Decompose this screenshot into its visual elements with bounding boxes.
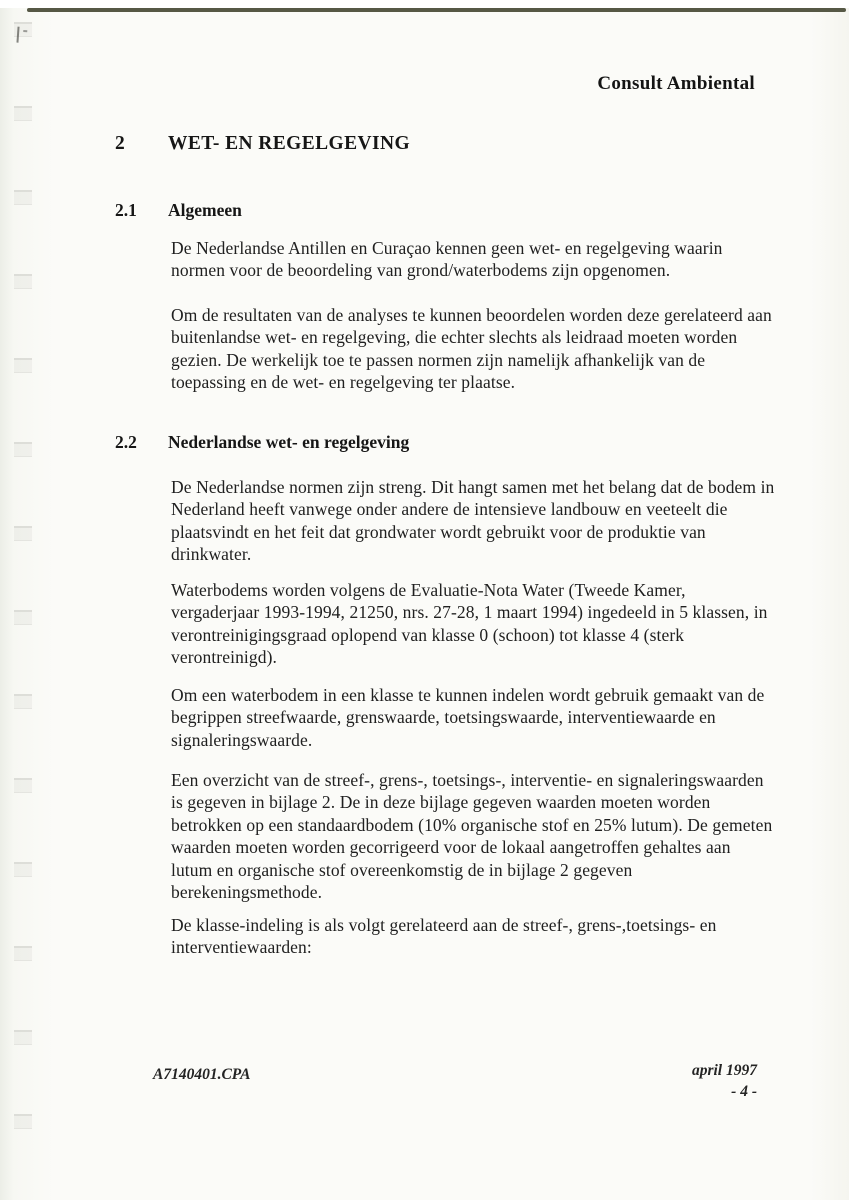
section-title: Algemeen [168,200,242,220]
binding-marks [14,22,32,1182]
header-company-name: Consult Ambiental [597,73,755,94]
footer-date: april 1997 [691,1062,757,1079]
scan-artifact [16,27,29,44]
section-heading-2-1 [115,200,242,221]
section-number: 2.1 [115,200,137,220]
scan-edge-line [27,8,846,12]
footer-document-code: A7140401.CPA [153,1066,251,1083]
paragraph: De Nederlandse normen zijn streng. Dit hangt samen met het belang dat de bodem in Nederland heeft vanwege onder andere de intensieve landbouw en veeteelt die plaatsvindt en het feit dat grondwater wordt gebruikt voor de produktie van drinkwater. [171,477,775,565]
scan-top-margin [0,0,849,8]
paragraph: Om een waterbodem in een klasse te kunnen indelen wordt gebruik gemaakt van de begrippen streefwaarde, grenswaarde, toetsingswaarde, interventiewaarde en signaleringswaarde. [171,685,765,750]
chapter-title: WET- EN REGELGEVING [168,133,411,154]
paragraph: Om de resultaten van de analyses te kunnen beoordelen worden deze gerelateerd aan buitenlandse wet- en regelgeving, die echter slechts als leidraad moeten worden gezien. De werkelijk toe te passen normen zijn namelijk afhankelijk van de toepassing en de wet- en regelgeving ter plaatse. [171,305,772,393]
section-number: 2.2 [115,432,137,452]
paragraph: De klasse-indeling is als volgt gerelateerd aan de streef-, grens-,toetsings- en interventiewaarden: [171,915,717,958]
chapter-number: 2 [115,133,126,154]
section-heading-2-2 [115,432,409,453]
chapter-heading [115,133,410,155]
footer-page-number: - 4 - [731,1083,757,1100]
paragraph: Een overzicht van de streef-, grens-, toetsings-, interventie- en signaleringswaarden is gegeven in bijlage 2. De in deze bijlage gegeven waarden moeten worden betrokken op een standaardbodem (10% organische stof en 25% lutum). De gemeten waarden moeten worden gecorrigeerd voor de lokaal aangetroffen gehaltes aan lutum en organische stof overeenkomstig de in bijlage 2 gegeven berekeningsmethode. [171,770,773,903]
paragraph: Waterbodems worden volgens de Evaluatie-Nota Water (Tweede Kamer, vergaderjaar 1993-1994, 21250, nrs. 27-28, 1 maart 1994) ingedeeld in 5 klassen, in verontreinigingsgraad oplopend van klasse 0 (schoon) tot klasse 4 (sterk verontreinigd). [171,580,768,668]
footer-date-page [692,1060,757,1102]
paragraph: De Nederlandse Antillen en Curaçao kennen geen wet- en regelgeving waarin normen voor de beoordeling van grond/waterbodems zijn opgenomen. [171,238,723,281]
section-title: Nederlandse wet- en regelgeving [168,432,410,452]
